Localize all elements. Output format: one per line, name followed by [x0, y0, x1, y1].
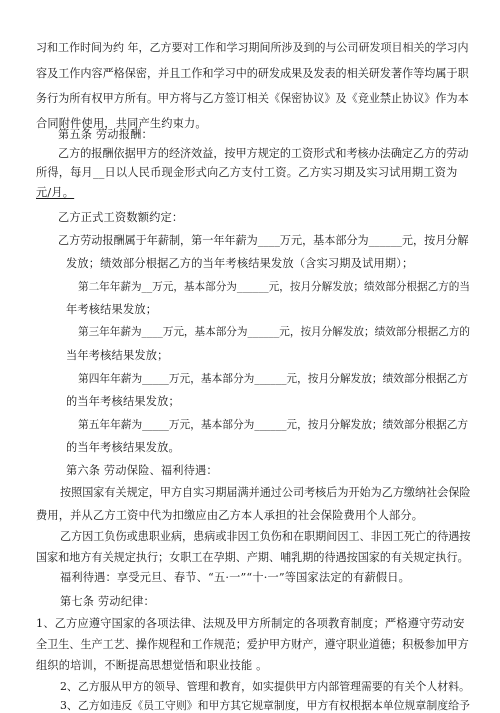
paragraph-line: 发放；绩效部分根据乙方的当年考核结果发放（含实习期及试用期）；	[66, 257, 414, 270]
paragraph-line: 乙方因工负伤或患职业病，患病或非因工负伤和在职期间因工、非因工死亡的待遇按	[60, 530, 471, 543]
paragraph-line: 1、乙方应遵守国家的各项法律、法规及甲方所制定的各项教育制度；严格遵守劳动安	[36, 617, 465, 630]
paragraph-line: 乙方正式工资数额约定：	[58, 211, 184, 224]
paragraph-line: 2、乙方服从甲方的领导、管理和教育，如实提供甲方内部管理需要的有关个人材料。	[60, 680, 470, 693]
paragraph-line: 所得，每月__日以人民币现金形式向乙方支付工资。乙方实习期及实习试用期工资为	[36, 166, 458, 179]
paragraph-line: 第四年年薪为_____万元，基本部分为______元，按月分解发放；绩效部分根据乙方	[78, 372, 469, 385]
section-heading: 第七条 劳动纪律：	[60, 595, 155, 608]
paragraph-line: 年考核结果发放；	[66, 303, 158, 316]
paragraph-line: 福利待遇：享受元旦、春节、“五·一”“十·一”等国家法定的有薪假日。	[60, 571, 411, 584]
paragraph-line: 组织的培训，不断提高思想觉悟和职业技能 。	[36, 659, 268, 672]
section-heading: 第五条 劳动报酬：	[58, 128, 153, 141]
paragraph-line: 第二年年薪为__万元，基本部分为______元，按月分解发放；绩效部分根据乙方的当	[78, 281, 470, 293]
paragraph-line: 第五年年薪为_____万元，基本部分为______元，按月分解发放；绩效部分根据乙方	[78, 418, 469, 431]
section-heading: 第六条 劳动保险、福利待遇：	[66, 464, 218, 477]
paragraph-line: 乙方劳动报酬属于年薪制，第一年年薪为____万元，基本部分为______元，按月分解	[58, 234, 469, 247]
paragraph-line: 元/月。	[36, 186, 75, 199]
paragraph-line: 第三年年薪为____万元，基本部分为______元，按月分解发放；绩效部分根据乙方的	[78, 326, 470, 338]
paragraph-line: 费用，并从乙方工资中代为扣缴应由乙方本人承担的社会保险费用个人部分。	[36, 509, 424, 522]
paragraph-line: 的当年考核结果发放；	[66, 395, 180, 408]
paragraph-line: 的当年考核结果发放。	[66, 441, 180, 454]
paragraph-line: 容及工作内容严格保密，并且工作和学习中的研发成果及发表的相关研发著作等均属于职	[36, 67, 469, 80]
paragraph-line: 按照国家有关规定，甲方自实习期届满并通过公司考核后为开始为乙方缴纳社会保险	[60, 486, 471, 499]
paragraph-line: 乙方的报酬依据甲方的经济效益，按甲方规定的工资形式和考核办法确定乙方的劳动	[58, 147, 469, 160]
paragraph-line: 习和工作时间为约 年，乙方要对工作和学习期间所涉及到的与公司研发项目相关的学习内	[36, 41, 469, 54]
paragraph-line: 当年考核结果发放；	[66, 349, 169, 362]
paragraph-line: 合同附件使用，共同产生约束力。	[36, 117, 207, 130]
paragraph-line: 3、乙方如违反《员工守则》和甲方其它规章制度，甲方有权根据本单位规章制度给予	[60, 699, 470, 712]
paragraph-line: 国家和地方有关规定执行；女职工在孕期、产期、哺乳期的待遇按国家的有关规定执行。	[36, 551, 469, 564]
paragraph-line: 务行为所有权甲方所有。甲方将与乙方签订相关《保密协议》及《竞业禁止协议》作为本	[36, 92, 469, 105]
paragraph-line: 全卫生、生产工艺、操作规程和工作规范；爱护甲方财产，遵守职业道德；积极参加甲方	[36, 638, 469, 651]
